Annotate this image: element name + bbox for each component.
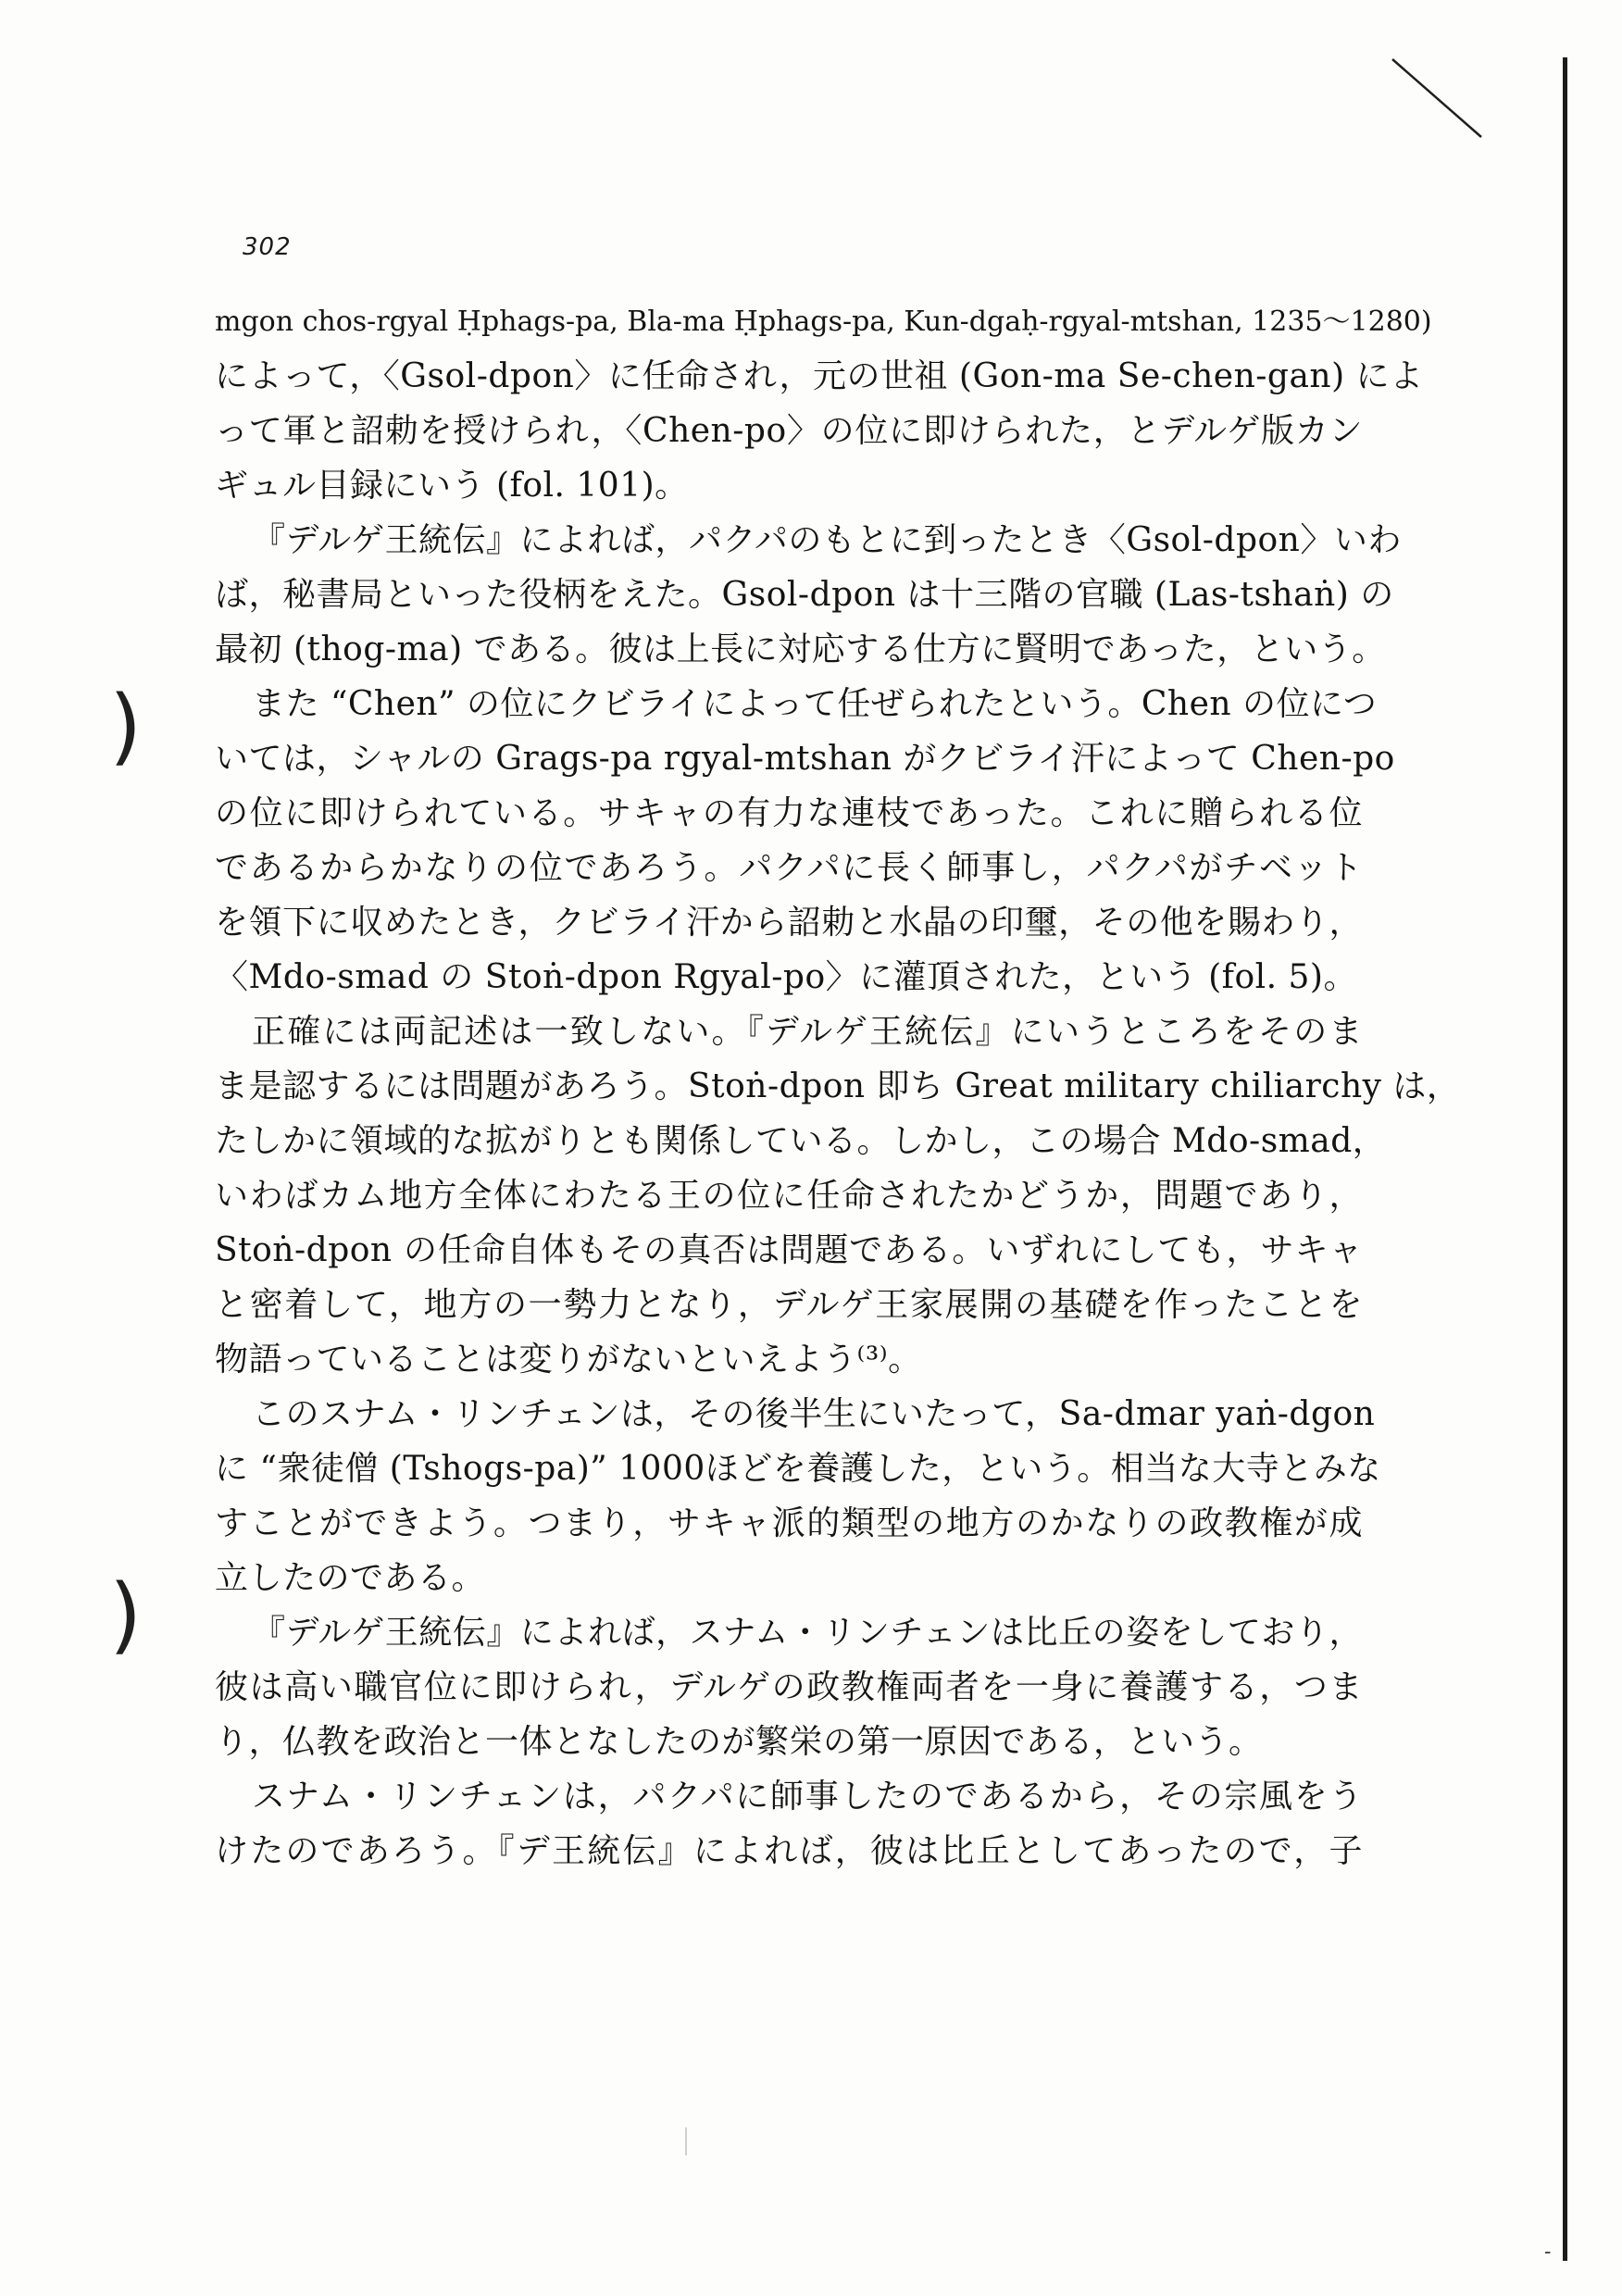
- body-text: [215, 294, 1461, 1878]
- margin-bracket-mark: ): [109, 678, 143, 775]
- text-line: mgon chos-rgyal Ḥphags-pa, Bla-ma Ḥphags-pa, Kun-dgaḥ-rgyal-mtshan, 1235～1280): [215, 306, 1432, 338]
- text-line: によって，〈Gsol-dpon〉に任命され，元の世祖 (Gon-ma Se-chen-gan) によ: [215, 357, 1424, 395]
- text-line: 正確には両記述は一致しない。『デルゲ王統伝』にいうところをそのま: [252, 1013, 1363, 1051]
- binding-edge-mark: -: [1544, 2240, 1552, 2264]
- page-corner-fold-mark: [1389, 56, 1491, 148]
- text-line: ば，秘書局といった役柄をえた。Gsol-dpon は十三階の官職 (Las-tshaṅ) の: [215, 576, 1394, 614]
- text-line: と密着して，地方の一勢力となり，デルゲ王家展開の基礎を作ったことを: [215, 1286, 1363, 1324]
- text-line: ギュル目録にいう (fol. 101)。: [215, 467, 689, 505]
- text-line: Stoṅ-dpon の任命自体もその真否は問題である。いずれにしても，サキャ: [215, 1231, 1363, 1269]
- text-line: 彼は高い職官位に即けられ，デルゲの政教権両者を一身に養護する，つま: [215, 1668, 1363, 1706]
- text-line: 最初 (thog-ma) である。彼は上長に対応する仕方に賢明であった，という。: [215, 630, 1386, 668]
- text-line: を領下に収めたとき，クビライ汗から詔勅と水晶の印璽，その他を賜わり，: [215, 904, 1363, 942]
- text-line: けたのであろう。『デ王統伝』によれば，彼は比丘としてあったので，子: [215, 1832, 1363, 1870]
- text-line: すことができよう。つまり，サキャ派的類型の地方のかなりの政教権が成: [215, 1504, 1363, 1542]
- text-line: いては，シャルの Grags-pa rgyal-mtshan がクビライ汗によって Chen-po: [215, 740, 1395, 778]
- text-line: 物語っていることは変りがないといえよう⁽³⁾。: [215, 1341, 922, 1379]
- text-line: 『デルゲ王統伝』によれば，パクパのもとに到ったとき〈Gsol-dpon〉いわ: [252, 521, 1402, 559]
- binding-edge-line: [1563, 57, 1567, 2261]
- text-line: 『デルゲ王統伝』によれば，スナム・リンチェンは比丘の姿をしており，: [252, 1614, 1363, 1652]
- text-line: って軍と詔勅を授けられ，〈Chen-po〉の位に即けられた，とデルゲ版カン: [215, 412, 1363, 450]
- text-line: たしかに領域的な拡がりとも関係している。しかし，この場合 Mdo-smad，: [215, 1122, 1387, 1160]
- scan-artifact-mark: [685, 2128, 687, 2155]
- text-line: 立したのである。: [215, 1559, 486, 1597]
- text-line: ま是認するには問題があろう。Stoṅ-dpon 即ち Great military chiliarchy は，: [215, 1067, 1461, 1105]
- text-line: スナム・リンチェンは，パクパに師事したのであるから，その宗風をう: [252, 1778, 1363, 1816]
- text-line: 〈Mdo-smad の Stoṅ-dpon Rgyal-po〉に灌頂された，という (fol. 5)。: [215, 958, 1357, 996]
- margin-bracket-mark: ): [109, 1566, 143, 1664]
- page-number: 302: [243, 233, 292, 261]
- text-line: また “Chen” の位にクビライによって任ぜられたという。Chen の位につ: [252, 685, 1378, 723]
- text-line: の位に即けられている。サキャの有力な連枝であった。これに贈られる位: [215, 794, 1363, 832]
- text-line: であるからかなりの位であろう。パクパに長く師事し，パクパがチベット: [215, 849, 1363, 887]
- text-line: いわばカム地方全体にわたる王の位に任命されたかどうか，問題であり，: [215, 1177, 1363, 1215]
- text-line: に “衆徒僧 (Tshogs-pa)” 1000ほどを養護した，という。相当な大寺とみな: [215, 1450, 1381, 1488]
- text-line: このスナム・リンチェンは，その後半生にいたって，Sa-dmar yaṅ-dgon: [252, 1395, 1376, 1433]
- text-line: り，仏教を政治と一体となしたのが繁栄の第一原因である，という。: [215, 1723, 1263, 1761]
